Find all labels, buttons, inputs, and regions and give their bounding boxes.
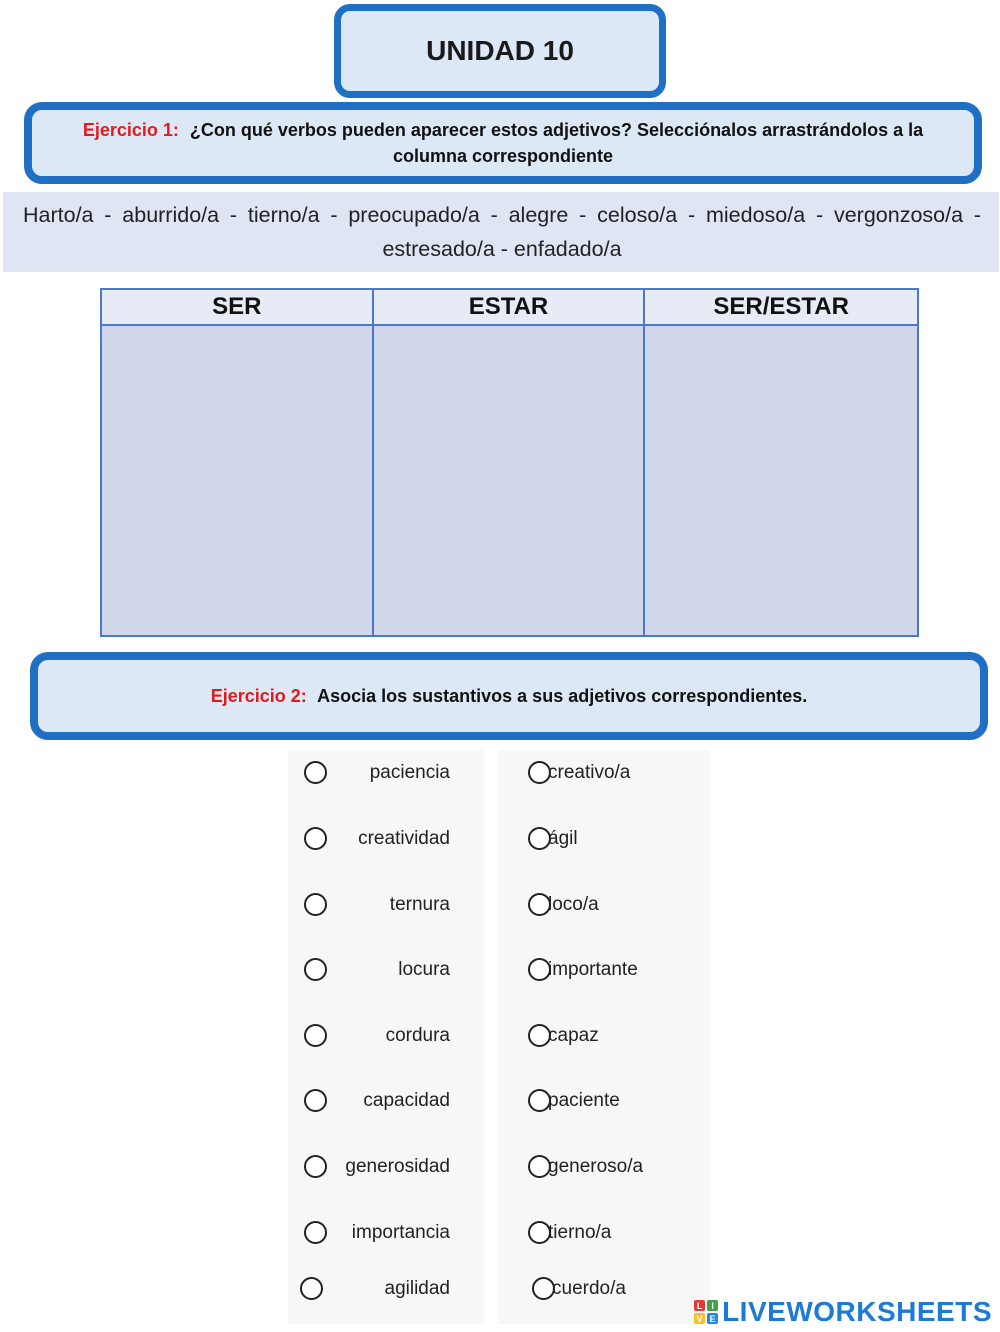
noun-row xyxy=(288,824,484,854)
exercise-1-instruction-box xyxy=(24,102,982,184)
noun-row xyxy=(288,955,484,985)
logo-blocks-icon xyxy=(694,1300,718,1324)
adjective-row xyxy=(528,824,708,854)
drop-table xyxy=(100,288,919,637)
word-bank: Harto/a - aburrido/a - tierno/a - preocupado/a - alegre - celoso/a - miedoso/a - vergonzoso/a - estresado/a - enfadado/a xyxy=(3,192,999,272)
exercise-1-instruction-line1: ¿Con qué verbos pueden aparecer estos adjetivos? Selecciónalos arrastrándolos a la xyxy=(189,120,924,140)
logo-block: L xyxy=(694,1300,705,1311)
radio-button[interactable] xyxy=(304,761,327,784)
exercise-2-label: Ejercicio 2: xyxy=(210,686,307,706)
adjective-row xyxy=(528,1021,708,1051)
noun-row xyxy=(288,1218,484,1248)
logo-block: I xyxy=(707,1300,718,1311)
liveworksheets-logo xyxy=(694,1294,992,1330)
drop-zone-estar[interactable] xyxy=(374,326,646,635)
noun-label: paciencia xyxy=(369,762,450,783)
adjective-row xyxy=(528,1086,708,1116)
adjective-row xyxy=(532,1274,708,1304)
adjective-row xyxy=(528,1152,708,1182)
column-header-estar: ESTAR xyxy=(374,290,646,326)
noun-label: creatividad xyxy=(358,828,450,849)
exercise-1-label: Ejercicio 1: xyxy=(82,120,179,140)
noun-label: agilidad xyxy=(384,1278,450,1299)
radio-button[interactable] xyxy=(304,958,327,981)
adjective-label: ágil xyxy=(548,828,578,849)
adjective-label: importante xyxy=(548,959,638,980)
radio-button[interactable] xyxy=(304,1155,327,1178)
page-title: UNIDAD 10 xyxy=(426,35,574,66)
exercise-1-instruction-line2: columna correspondiente xyxy=(392,146,614,166)
noun-label: capacidad xyxy=(363,1090,450,1111)
matching-panel xyxy=(286,750,732,1324)
adjective-label: cuerdo/a xyxy=(552,1278,626,1299)
logo-text: LIVEWORKSHEETS xyxy=(722,1296,992,1327)
adjective-label: generoso/a xyxy=(548,1156,644,1177)
column-header-ser: SER xyxy=(102,290,374,326)
radio-button[interactable] xyxy=(300,1277,323,1300)
adjective-label: creativo/a xyxy=(548,762,631,783)
radio-button[interactable] xyxy=(304,1089,327,1112)
adjective-label: paciente xyxy=(548,1090,620,1111)
noun-row xyxy=(288,1274,484,1304)
adjective-label: loco/a xyxy=(548,894,599,915)
noun-label: ternura xyxy=(389,894,450,915)
noun-row xyxy=(288,890,484,920)
adjective-label: capaz xyxy=(548,1025,599,1046)
radio-button[interactable] xyxy=(304,893,327,916)
noun-label: generosidad xyxy=(345,1156,450,1177)
radio-button[interactable] xyxy=(304,1221,327,1244)
noun-row xyxy=(288,1021,484,1051)
drop-zone-ser-estar[interactable] xyxy=(645,326,917,635)
radio-button[interactable] xyxy=(304,827,327,850)
column-header-ser-estar: SER/ESTAR xyxy=(645,290,917,326)
noun-row xyxy=(288,1086,484,1116)
exercise-2-instruction: Asocia los sustantivos a sus adjetivos correspondientes. xyxy=(317,686,808,706)
noun-row xyxy=(288,758,484,788)
logo-block: V xyxy=(694,1313,705,1324)
adjective-row xyxy=(528,758,708,788)
noun-label: locura xyxy=(398,959,450,980)
drop-zone-ser[interactable] xyxy=(102,326,374,635)
exercise-2-instruction-box xyxy=(30,652,988,740)
noun-label: importancia xyxy=(351,1222,450,1243)
adjective-row xyxy=(528,1218,708,1248)
logo-block: E xyxy=(707,1313,718,1324)
adjective-label: tierno/a xyxy=(548,1222,612,1243)
title-box xyxy=(334,4,666,98)
noun-row xyxy=(288,1152,484,1182)
noun-label: cordura xyxy=(385,1025,450,1046)
adjective-row xyxy=(528,890,708,920)
adjective-row xyxy=(528,955,708,985)
radio-button[interactable] xyxy=(304,1024,327,1047)
